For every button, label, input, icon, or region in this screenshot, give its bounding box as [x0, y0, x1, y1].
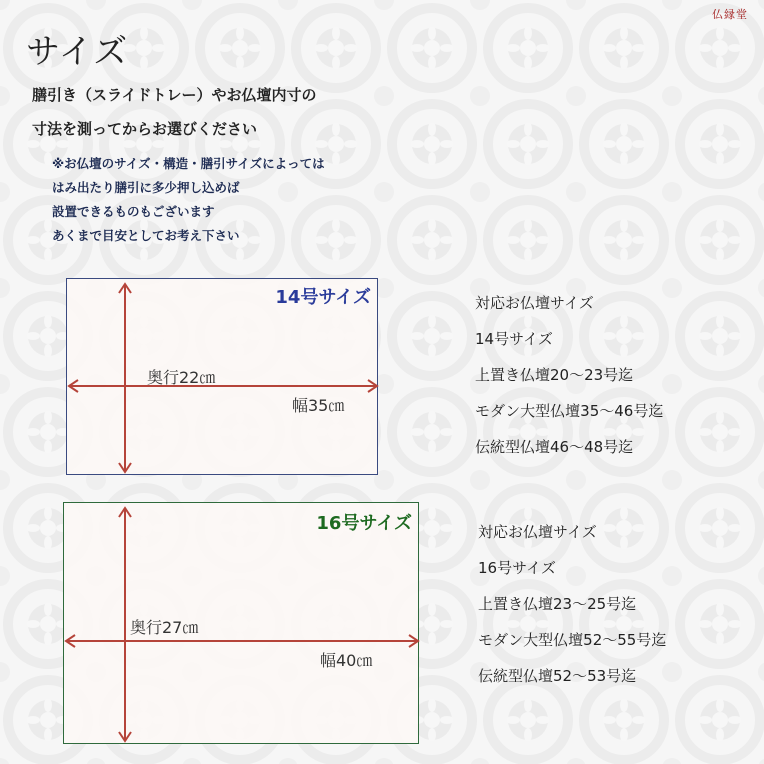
- intro-line: 寸法を測ってからお選びください: [32, 120, 258, 138]
- size-title: 16号サイズ: [316, 513, 412, 534]
- size-diagram-14: [66, 278, 378, 475]
- dimension-arrows: [64, 503, 420, 745]
- compat-item: 上置き仏壇23～25号迄: [478, 595, 637, 613]
- compat-item: モダン大型仏壇52～55号迄: [478, 631, 667, 649]
- compat-heading: 対応お仏壇サイズ: [475, 294, 594, 312]
- compat-item: 16号サイズ: [478, 559, 556, 577]
- compat-item: 伝統型仏壇46～48号迄: [475, 438, 634, 456]
- compat-item: 14号サイズ: [475, 330, 553, 348]
- compat-item: 上置き仏壇20～23号迄: [475, 366, 634, 384]
- caution-notes: [52, 152, 325, 248]
- depth-label: 奥行27㎝: [130, 618, 199, 637]
- shop-logo: 仏縁堂: [712, 8, 748, 21]
- note-line: あくまで目安としてお考え下さい: [52, 228, 240, 243]
- page-title: サイズ: [26, 32, 129, 72]
- compat-item: 伝統型仏壇52～53号迄: [478, 667, 637, 685]
- compat-heading: 対応お仏壇サイズ: [478, 523, 597, 541]
- note-line: ※お仏壇のサイズ・構造・膳引サイズによっては: [52, 156, 325, 171]
- note-line: 設置できるものもございます: [52, 204, 215, 219]
- intro-text: [32, 78, 317, 146]
- note-line: はみ出たり膳引に多少押し込めば: [52, 180, 240, 195]
- size-title: 14号サイズ: [275, 287, 371, 308]
- depth-label: 奥行22㎝: [147, 368, 216, 387]
- intro-line: 膳引き（スライドトレー）やお仏壇内寸の: [32, 86, 317, 104]
- compat-item: モダン大型仏壇35～46号迄: [475, 402, 664, 420]
- size-diagram-16: [63, 502, 419, 744]
- compat-list-16: [478, 521, 666, 701]
- compat-list-14: [475, 292, 663, 472]
- width-label: 幅40㎝: [320, 651, 373, 670]
- width-label: 幅35㎝: [292, 396, 345, 415]
